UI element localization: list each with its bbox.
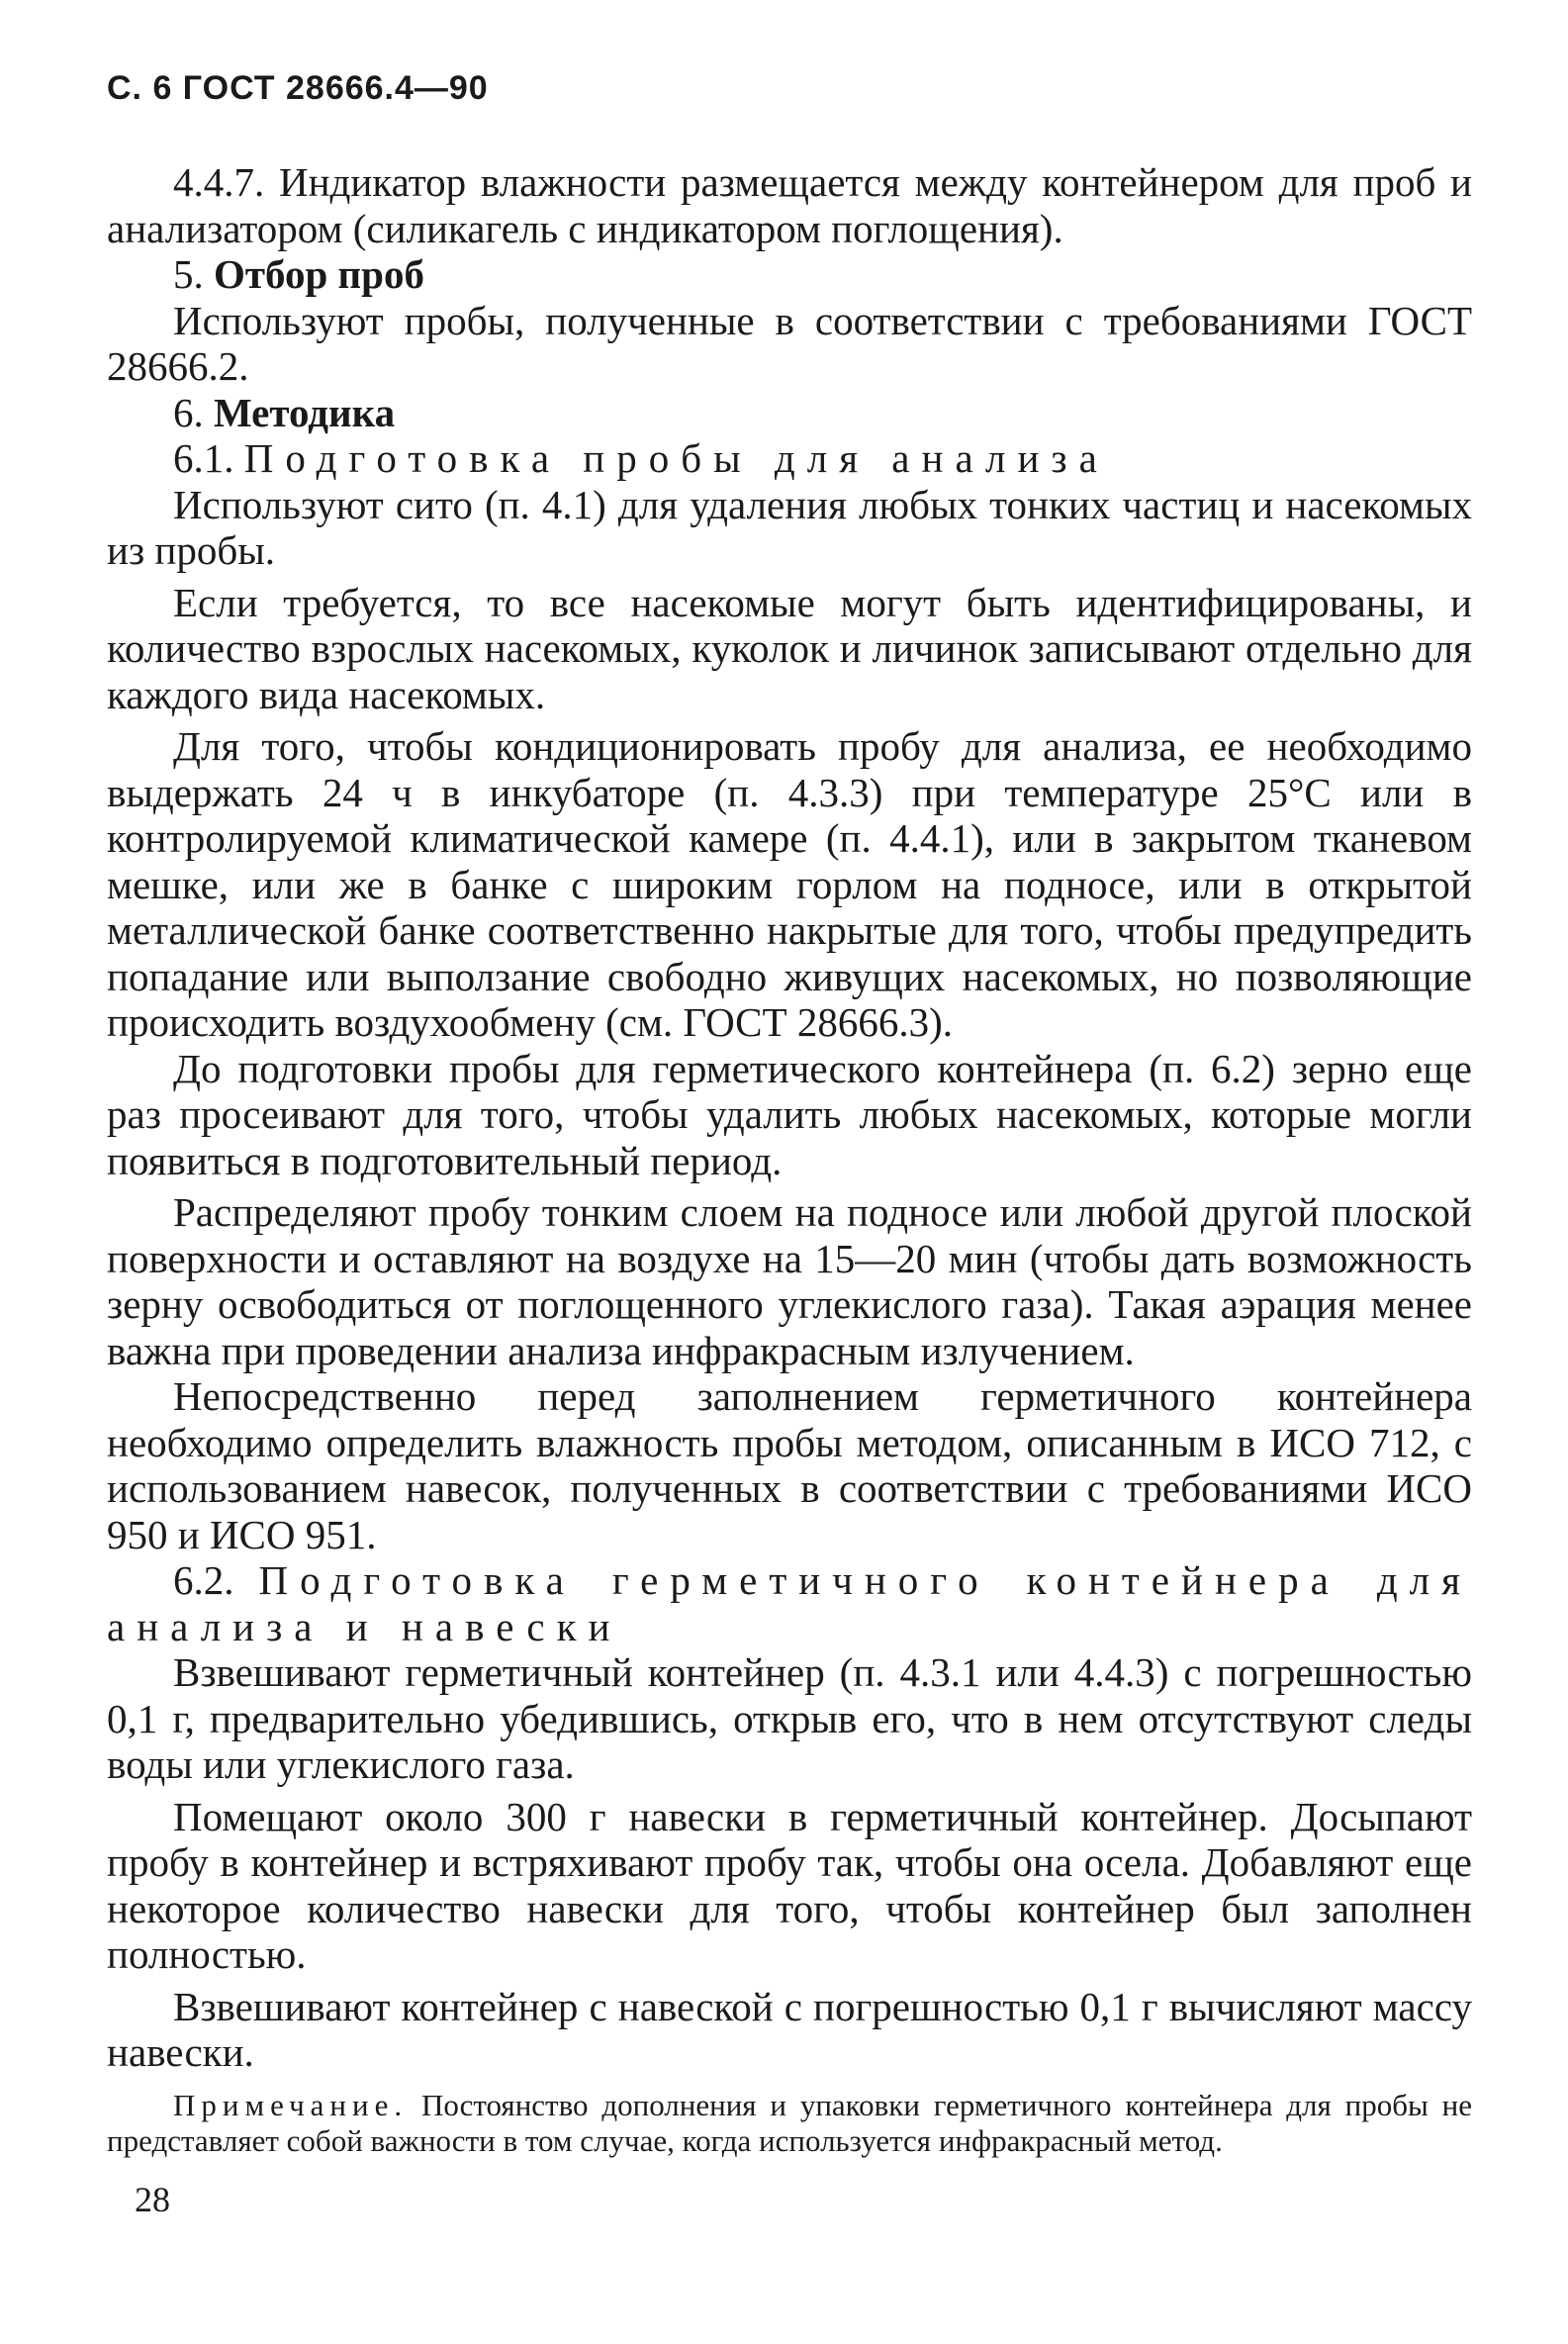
page-number: 28 (135, 2179, 170, 2219)
section-6-1-number: 6.1. (173, 435, 234, 481)
section-6-2-heading (107, 1557, 1472, 1649)
section-6-heading (107, 390, 1472, 436)
section-5-heading (107, 251, 1472, 298)
section-6-1-title: Подготовка пробы для анализа (243, 435, 1109, 481)
note-label: Примечание. (173, 2087, 409, 2122)
document-body (107, 159, 1472, 2076)
paragraph-resieving: До подготовки пробы для герметического контейнера (п. 6.2) зерно еще раз просеивают для того, чтобы удалить любых насекомых, которые могли появиться в подготовительный период. (107, 1045, 1472, 1183)
section-6-2-title: Подготовка герметичного контейнера для анализа и навески (107, 1557, 1473, 1649)
paragraph-aeration: Распределяют пробу тонким слоем на подносе или любой другой плоской поверхности и оставляют на воздухе на 15—20 мин (чтобы дать возможность зерну освободиться от поглощенного углекислого газа). Такая аэрация менее важна при проведении анализа инфракрасным излучением. (107, 1189, 1472, 1373)
paragraph-weighing-container: Взвешивают герметичный контейнер (п. 4.3.1 или 4.4.3) с погрешностью 0,1 г, предварительно убедившись, открыв его, что в нем отсутствуют следы воды или углекислого газа. (107, 1649, 1472, 1787)
page-header: С. 6 ГОСТ 28666.4—90 (107, 69, 489, 107)
paragraph-sieve: Используют сито (п. 4.1) для удаления любых тонких частиц и насекомых из пробы. (107, 481, 1472, 573)
paragraph-mass: Взвешивают контейнер с навеской с погрешностью 0,1 г вычисляют массу навески. (107, 1983, 1472, 2075)
document-page (107, 69, 1472, 2220)
note-text: Постоянство дополнения и упаковки герметичного контейнера для пробы не представляет собой важности в том случае, когда используется инфракрасный метод. (107, 2087, 1473, 2158)
paragraph-insects: Если требуется, то все насекомые могут быть идентифицированы, и количество взрослых насекомых, куколок и личинок записывают отдельно для каждого вида насекомых. (107, 579, 1472, 717)
section-6-2-number: 6.2. (173, 1557, 234, 1603)
paragraph-moisture: Непосредственно перед заполнением герметичного контейнера необходимо определить влажность пробы методом, описанным в ИСО 712, с использованием навесок, полученных в соответствии с требованиями ИСО 950 и ИСО 951. (107, 1373, 1472, 1557)
paragraph-filling: Помещают около 300 г навески в герметичный контейнер. Досыпают пробу в контейнер и встряхивают пробу так, чтобы она осела. Добавляют еще некоторое количество навески для того, чтобы контейнер был заполнен полностью. (107, 1793, 1472, 1977)
section-6-1-heading (107, 435, 1472, 482)
section-6-number: 6. (173, 389, 204, 435)
paragraph-sampling: Используют пробы, полученные в соответствии с требованиями ГОСТ 28666.2. (107, 297, 1472, 389)
section-5-title: Отбор проб (214, 251, 424, 297)
section-5-number: 5. (173, 251, 204, 297)
paragraph-4-4-7: 4.4.7. Индикатор влажности размещается между контейнером для проб и анализатором (силикагель с индикатором поглощения). (107, 159, 1472, 251)
paragraph-conditioning: Для того, чтобы кондиционировать пробу для анализа, ее необходимо выдержать 24 ч в инкубаторе (п. 4.3.3) при температуре 25°С или в контролируемой климатической камере (п. 4.4.1), или в закрытом тканевом мешке, или же в банке с широким горлом на подносе, или в открытой металлической банке соответственно накрытые для того, чтобы предупредить попадание или выползание свободно живущих насекомых, но позволяющие происходить воздухообмену (см. ГОСТ 28666.3). (107, 723, 1472, 1045)
section-6-title: Методика (214, 389, 396, 435)
note (107, 2088, 1472, 2159)
